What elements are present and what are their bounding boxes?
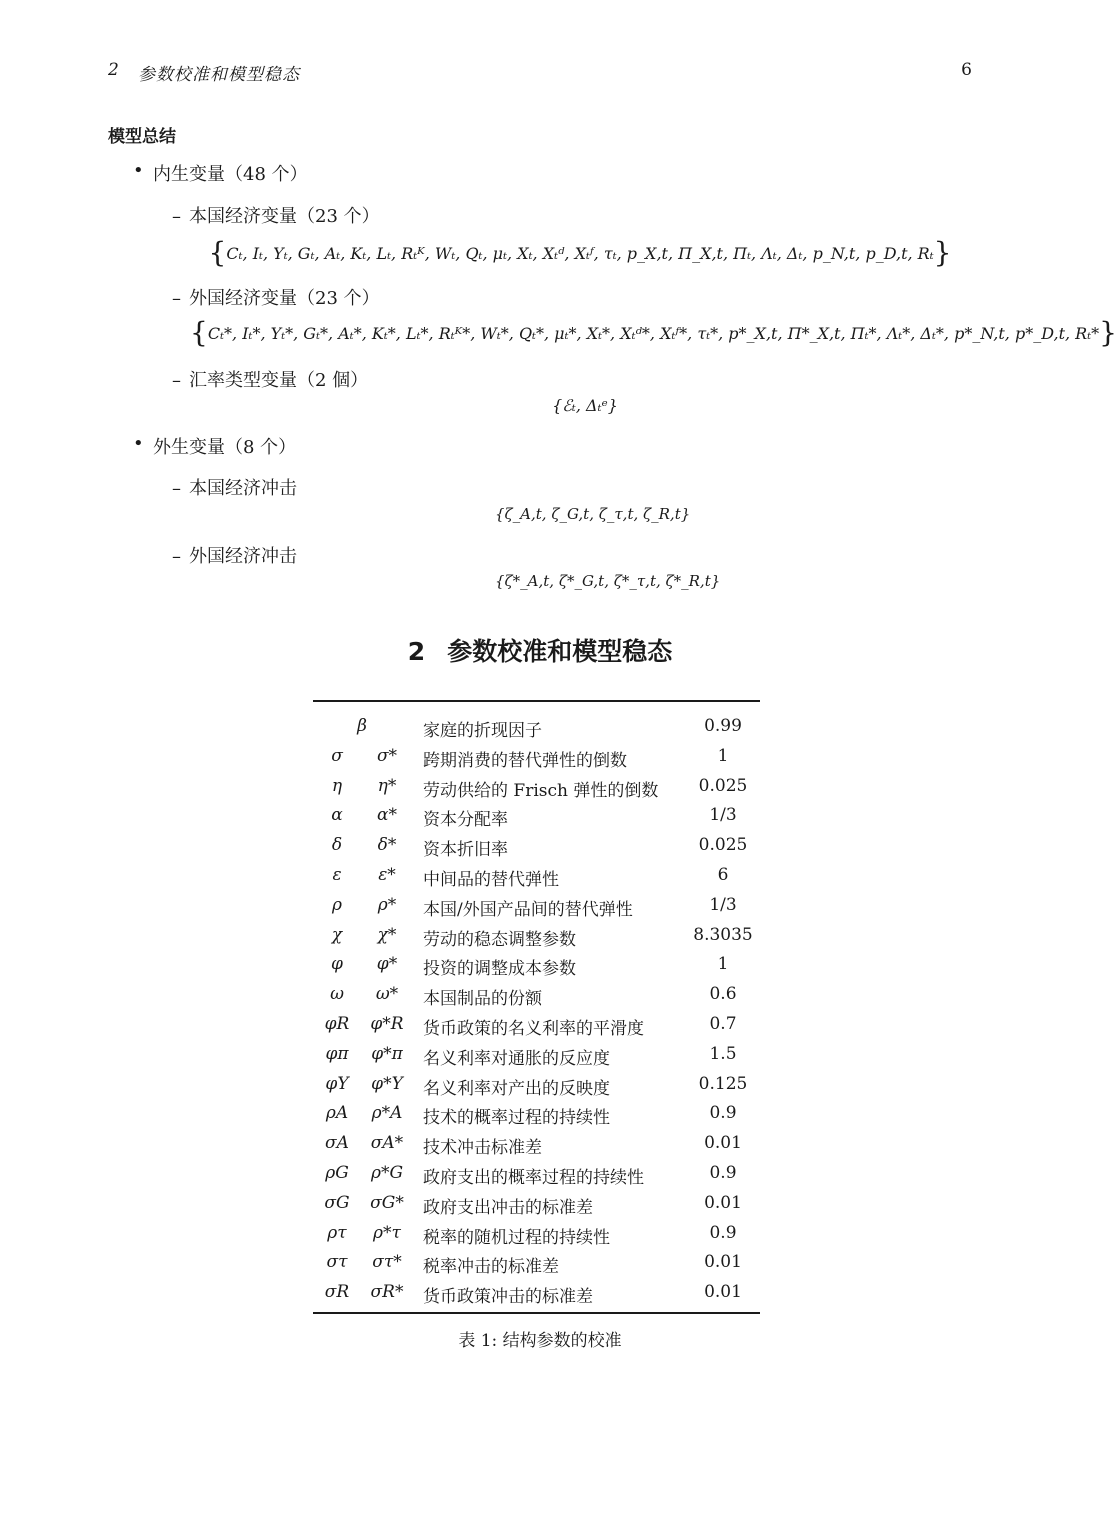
param-symbol-foreign: στ* <box>372 1252 402 1273</box>
table-row <box>313 1246 760 1276</box>
param-description: 本国制品的份额 <box>423 989 542 1010</box>
param-symbol-foreign: δ* <box>377 835 397 856</box>
param-symbol: ρτ <box>327 1222 347 1243</box>
table-row <box>313 1276 760 1306</box>
table-row <box>313 919 760 949</box>
param-symbol: σ <box>331 745 343 766</box>
param-value: 0.125 <box>698 1073 748 1094</box>
model-summary-title: 模型总结 <box>108 127 176 147</box>
param-value: 1 <box>717 954 729 975</box>
param-symbol: δ <box>331 835 343 856</box>
param-value: 8.3035 <box>693 924 753 945</box>
parameter-table <box>313 700 760 1314</box>
param-symbol-foreign: ρ*G <box>370 1162 404 1183</box>
param-symbol-foreign: χ* <box>377 924 397 945</box>
table-row <box>313 1157 760 1187</box>
param-symbol-foreign: ρ*τ <box>373 1222 401 1243</box>
table-row <box>313 770 760 800</box>
param-value: 0.01 <box>704 1192 742 1213</box>
brace-close: } <box>933 236 952 269</box>
param-description: 资本折旧率 <box>423 840 508 861</box>
header-section-title: 参数校准和模型稳态 <box>138 65 300 85</box>
param-description: 跨期消费的替代弹性的倒数 <box>423 750 627 771</box>
param-symbol-foreign: σG* <box>370 1192 404 1213</box>
param-description: 技术冲击标准差 <box>423 1138 542 1159</box>
param-symbol: σA <box>325 1133 349 1154</box>
param-symbol: ε <box>332 864 342 885</box>
table-row <box>313 799 760 829</box>
param-description: 投资的调整成本参数 <box>423 959 576 980</box>
table-row <box>313 1217 760 1247</box>
section-title: 参数校准和模型稳态 <box>447 637 673 666</box>
param-symbol-foreign: φ* <box>376 954 398 975</box>
param-description: 中间品的替代弹性 <box>423 869 559 890</box>
table-row <box>313 1068 760 1098</box>
param-value: 0.01 <box>704 1252 742 1273</box>
table-caption: 表 1: 结构参数的校准 <box>458 1331 622 1351</box>
param-symbol: χ <box>331 924 343 945</box>
param-description: 技术的概率过程的持续性 <box>423 1108 610 1129</box>
param-symbol-foreign: η* <box>377 775 397 796</box>
param-symbol-foreign: φ*Y <box>371 1073 403 1094</box>
param-symbol-foreign: ε* <box>378 864 396 885</box>
param-symbol: ρG <box>325 1162 349 1183</box>
param-value: 0.9 <box>709 1103 737 1124</box>
foreign-vars-list: Cₜ*, Iₜ*, Yₜ*, Gₜ*, Aₜ*, Kₜ*, Lₜ*, Rₜᴷ*, Wₜ*, Qₜ*, μₜ*, Xₜ*, Xₜᵈ*, Xₜᶠ*, τₜ*, p*_X,t, Π*_X,t, Πₜ*, Λₜ*, Δₜ*, p*_N,t, p*_D,t, Rₜ* <box>207 324 1100 343</box>
param-symbol: ρA <box>325 1103 349 1124</box>
param-symbol-foreign: σ* <box>376 745 398 766</box>
home-vars-formula <box>200 236 960 269</box>
param-value: 6 <box>717 864 729 885</box>
param-value: 0.01 <box>704 1133 742 1154</box>
section-heading <box>0 632 1080 668</box>
param-description: 货币政策冲击的标准差 <box>423 1287 593 1308</box>
brace-open: { <box>190 316 208 349</box>
table-row <box>313 859 760 889</box>
param-value: 0.01 <box>704 1282 742 1303</box>
brace-close: } <box>1099 316 1117 349</box>
param-symbol-foreign: ω* <box>375 984 399 1005</box>
table-body <box>313 702 760 1312</box>
header-section-number: 2 <box>108 60 119 80</box>
table-row <box>313 889 760 919</box>
param-value: 0.99 <box>704 716 742 736</box>
exogenous-label: 外生变量（8 个） <box>153 437 297 458</box>
table-row <box>313 948 760 978</box>
param-description: 资本分配率 <box>423 810 508 831</box>
exchange-vars-label: – 汇率类型变量（2 個） <box>172 366 368 392</box>
param-value: 1/3 <box>709 805 737 826</box>
foreign-shocks-formula: {ζ*_A,t, ζ*_G,t, ζ*_τ,t, ζ*_R,t} <box>495 572 721 590</box>
param-description: 名义利率对通胀的反应度 <box>423 1048 610 1069</box>
table-bottom-rule <box>313 1312 760 1314</box>
brace-open: { <box>208 236 227 269</box>
table-row <box>313 740 760 770</box>
param-symbol-foreign: α* <box>377 805 397 826</box>
param-value: 0.9 <box>709 1162 737 1183</box>
param-symbol-foreign: φ*R <box>370 1013 404 1034</box>
param-symbol: σR <box>324 1282 350 1303</box>
param-description: 名义利率对产出的反映度 <box>423 1078 610 1099</box>
param-symbol: ω <box>330 984 344 1005</box>
foreign-vars-formula <box>190 316 1117 349</box>
param-symbol-foreign: ρ*A <box>371 1103 403 1124</box>
param-description: 劳动的稳态调整参数 <box>423 929 576 950</box>
home-shocks-formula: {ζ_A,t, ζ_G,t, ζ_τ,t, ζ_R,t} <box>495 505 691 523</box>
table-row <box>313 1187 760 1217</box>
param-description: 本国/外国产品间的替代弹性 <box>423 899 633 920</box>
param-value: 0.025 <box>698 775 748 796</box>
param-value: 0.9 <box>709 1222 737 1243</box>
table-row <box>313 1097 760 1127</box>
param-value: 0.7 <box>709 1013 737 1034</box>
table-row <box>313 1038 760 1068</box>
param-value: 0.6 <box>709 984 737 1005</box>
param-description: 劳动供给的 Frisch 弹性的倒数 <box>423 780 659 801</box>
param-description: 政府支出冲击的标准差 <box>423 1197 593 1218</box>
section-number: 2 <box>407 637 426 666</box>
param-symbol: σG <box>324 1192 350 1213</box>
param-description: 税率冲击的标准差 <box>423 1257 559 1278</box>
home-shocks-label: – 本国经济冲击 <box>172 474 297 500</box>
table-row <box>313 1008 760 1038</box>
home-vars-label: – 本国经济变量（23 个） <box>172 202 380 228</box>
param-symbol: α <box>331 805 343 826</box>
foreign-shocks-label: – 外国经济冲击 <box>172 542 297 568</box>
param-symbol: φπ <box>325 1043 349 1064</box>
param-value: 1.5 <box>709 1043 737 1064</box>
param-symbol: ρ <box>332 894 342 915</box>
param-symbol: στ <box>326 1252 348 1273</box>
param-symbol: β <box>357 716 367 736</box>
param-value: 0.025 <box>698 835 748 856</box>
param-description: 货币政策的名义利率的平滑度 <box>423 1018 644 1039</box>
foreign-vars-label: – 外国经济变量（23 个） <box>172 284 380 310</box>
param-description: 政府支出的概率过程的持续性 <box>423 1167 644 1188</box>
table-row <box>313 1127 760 1157</box>
table-row <box>313 829 760 859</box>
param-symbol: η <box>331 775 343 796</box>
table-row <box>313 710 760 740</box>
page-number: 6 <box>961 60 972 80</box>
param-symbol: φR <box>324 1013 350 1034</box>
param-description: 税率的随机过程的持续性 <box>423 1227 610 1248</box>
param-symbol-foreign: σR* <box>370 1282 404 1303</box>
running-header <box>108 60 972 84</box>
param-value: 1/3 <box>709 894 737 915</box>
param-symbol: φY <box>325 1073 349 1094</box>
home-vars-list: Cₜ, Iₜ, Yₜ, Gₜ, Aₜ, Kₜ, Lₜ, Rₜᴷ, Wₜ, Qₜ, μₜ, Xₜ, Xₜᵈ, Xₜᶠ, τₜ, p_X,t, Π_X,t, Πₜ, Λₜ, Δₜ, p_N,t, p_D,t, Rₜ <box>226 244 934 263</box>
param-symbol: φ <box>331 954 343 975</box>
exchange-vars-formula: {ℰₜ, Δₜᵉ} <box>552 396 618 415</box>
param-description: 家庭的折现因子 <box>423 721 542 741</box>
param-symbol-foreign: φ*π <box>371 1043 403 1064</box>
param-value: 1 <box>717 745 729 766</box>
param-symbol-foreign: σA* <box>370 1133 404 1154</box>
endogenous-label: 内生变量（48 个） <box>153 164 308 185</box>
param-symbol-foreign: ρ* <box>377 894 397 915</box>
table-row <box>313 978 760 1008</box>
